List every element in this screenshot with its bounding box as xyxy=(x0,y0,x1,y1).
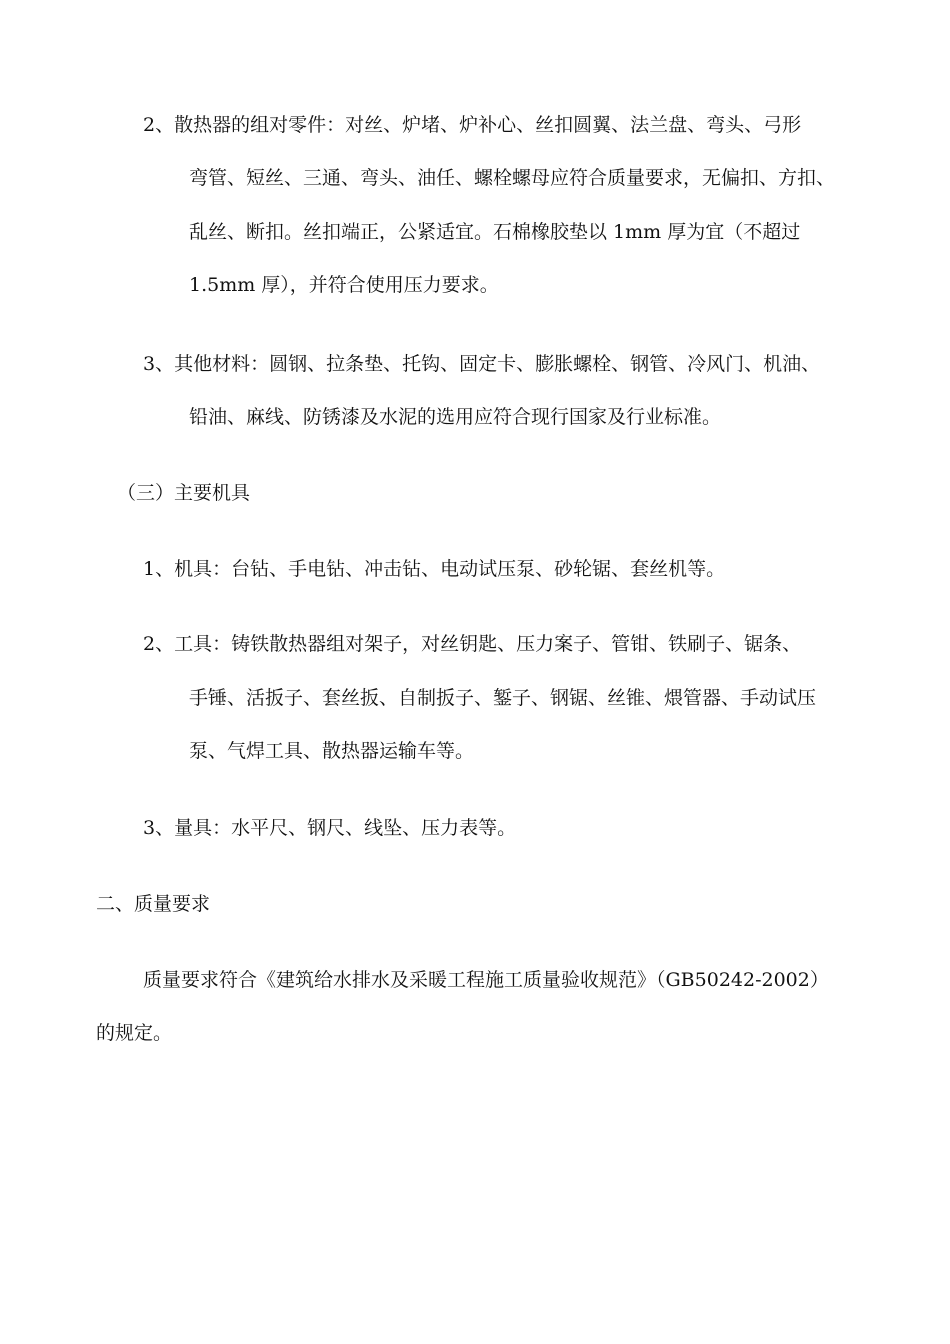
tools-item-1: 1、机具：台钻、手电钻、冲击钻、电动试压泵、砂轮锯、套丝机等。 xyxy=(143,558,726,580)
tools-item-2-line-3: 泵、气焊工具、散热器运输车等。 xyxy=(189,740,475,762)
materials-item-2-line-3: 乱丝、断扣。丝扣端正，公紧适宜。石棉橡胶垫以 1mm 厚为宜（不超过 xyxy=(189,221,801,243)
materials-item-3-line-1: 3、其他材料：圆钢、拉条垫、托钩、固定卡、膨胀螺栓、钢管、冷风门、机油、 xyxy=(143,353,821,375)
materials-item-2-line-2: 弯管、短丝、三通、弯头、油任、螺栓螺母应符合质量要求，无偏扣、方扣、 xyxy=(189,167,836,189)
quality-paragraph-line-1: 质量要求符合《建筑给水排水及采暖工程施工质量验收规范》（GB50242-2002） xyxy=(143,969,829,991)
tools-section-heading: （三）主要机具 xyxy=(117,482,251,504)
tools-item-2-line-1: 2、工具：铸铁散热器组对架子，对丝钥匙、压力案子、管钳、铁刷子、锯条、 xyxy=(143,633,802,655)
quality-section-heading: 二、质量要求 xyxy=(96,893,211,915)
tools-item-3: 3、量具：水平尺、钢尺、线坠、压力表等。 xyxy=(143,817,517,839)
quality-paragraph-line-2: 的规定。 xyxy=(96,1022,173,1044)
tools-item-2-line-2: 手锤、活扳子、套丝扳、自制扳子、錾子、钢锯、丝锥、煨管器、手动试压 xyxy=(189,687,817,709)
materials-item-2-line-4: 1.5mm 厚），并符合使用压力要求。 xyxy=(189,274,499,296)
materials-item-2-line-1: 2、散热器的组对零件：对丝、炉堵、炉补心、丝扣圆翼、法兰盘、弯头、弓形 xyxy=(143,114,802,136)
materials-item-3-line-2: 铅油、麻线、防锈漆及水泥的选用应符合现行国家及行业标准。 xyxy=(189,406,722,428)
